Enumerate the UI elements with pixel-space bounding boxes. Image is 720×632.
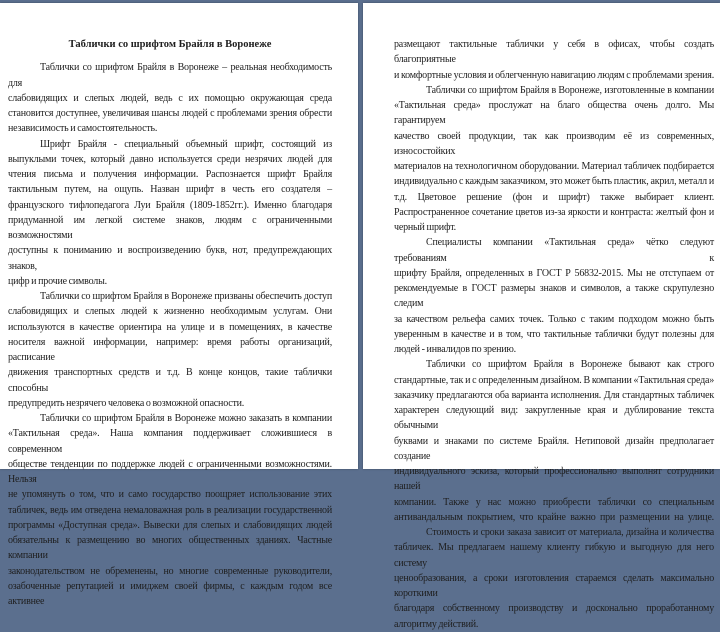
text-line: предупредить незрячего человека о возможной опасности.	[8, 397, 245, 409]
text-line: т.д. Цветовое решение (фон и шрифт) также выбирает клиент.	[394, 191, 714, 203]
text-line: обществе тенденции по поддержке людей с ограниченными возможностями. Нельзя	[8, 458, 332, 485]
text-line: характерен следующий вид: закругленные края и дублирование текста обычными	[394, 405, 714, 432]
text-line: благодаря собственному производству и досконально проработанному	[394, 603, 714, 615]
text-line: антивандальным покрытием, что крайне важно при размещении на улице.	[394, 511, 714, 523]
text-line: придуманной им легкой системе знаков, людям с ограниченными возможностями	[8, 214, 332, 241]
text-line: алгоритму действий.	[394, 618, 479, 630]
text-line: Таблички со шрифтом Брайля в Воронеже – реальная необходимость для	[8, 62, 332, 89]
text-line: и комфортные условия и облегченную навигацию людям с проблемами зрения.	[394, 69, 714, 81]
text-line: уверенным в качестве и в том, что тактильные таблички будут полезны для	[394, 328, 714, 340]
document-page-right	[363, 3, 720, 630]
text-line: заказчику предлагаются оба варианта исполнения. Для стандартных табличек	[394, 389, 714, 401]
text-line: Таблички со шрифтом Брайля в Воронеже бывают как строго	[426, 359, 714, 371]
text-line: черный шрифт.	[394, 222, 456, 233]
text-line: материалов на технологичном оборудовании. Материал табличек подбирается	[394, 161, 714, 172]
text-line: чтения письма и получения информации. Распознается шрифт Брайля	[8, 169, 332, 180]
text-line: законодательством не обременены, но многие современные руководители,	[8, 565, 332, 577]
text-line: цифр и прочие символы.	[8, 275, 107, 287]
text-line: выпуклыми точек, который давно используется среди незрячих людей для	[8, 153, 332, 165]
text-line: движения транспортных средств и т.д. В конце концов, такие таблички способны	[8, 367, 332, 394]
text-line: табличек, ведь им отведена немаловажная роль в реализации государственной	[8, 504, 332, 516]
text-line: французского тифлопедагога Луи Брайля (1809-1852гг.). Именно благодаря	[8, 199, 332, 211]
page-left-text	[8, 37, 332, 609]
text-line: табличек. Мы предлагаем нашему клиенту гибкую и выгодную для него систему	[394, 542, 714, 569]
text-line: индивидуального эскиза, который профессионально выполнят сотрудники нашей	[394, 466, 714, 493]
text-line: обязательны к размещению во многих общественных зданиях. Частные компании	[8, 535, 332, 562]
text-line: независимость и самостоятельность.	[8, 123, 158, 135]
text-line: слабовидящих и слепых людей, ведь с их помощью окружающая среда	[8, 92, 332, 104]
text-line: людей - инвалидов по зрению.	[394, 344, 516, 355]
text-line: Стоимость и сроки заказа зависит от материала, дизайна и количества	[426, 527, 714, 538]
text-line: ценообразования, а сроки изготовления стараемся сделать максимально короткими	[394, 572, 714, 599]
text-line: шрифту Брайля, определенных в ГОСТ Р 56832-2015. Мы не отступаем от	[394, 267, 714, 279]
text-line: не упомянуть о том, что и само государство поощряет использование этих	[8, 489, 332, 501]
text-line: «Тактильная среда» прослужат на благо общества очень долго. Мы гарантируем	[394, 100, 714, 127]
text-line: стандартные, так и с определенным дизайном. В компании «Тактильная среда»	[394, 374, 714, 386]
text-line: слабовидящих и слепых людей к жизненно необходимым услугам. Они	[8, 306, 332, 318]
text-line: качество своей продукции, так как производим её из современных, износостойких	[394, 130, 714, 157]
text-line: носителя важной информации, например: время работы организаций, расписание	[8, 336, 332, 363]
text-line: доступны к пониманию и воспроизведению букв, нот, предупреждающих знаков,	[8, 245, 332, 272]
text-line: тактильным путем, на ощупь. Назван шрифт в честь его создателя –	[8, 184, 332, 196]
text-line: Таблички со шрифтом Брайля в Воронеже, изготовленные в компании	[426, 84, 714, 96]
text-line: «Тактильная среда». Наша компания поддерживает сложившиеся в современном	[8, 428, 332, 455]
text-line: Таблички со шрифтом Брайля в Воронеже призваны обеспечить доступ	[40, 291, 332, 302]
text-line: становится доступнее, увеличивая шансы людей с проблемами зрения обрести	[8, 108, 332, 119]
text-line: программы «Доступная среда». Вывески для слепых и слабовидящих людей	[8, 519, 332, 531]
text-line: рекомендуемые в ГОСТ размеры знаков и символов, а также скрупулезно следим	[394, 283, 714, 310]
text-line: Таблички со шрифтом Брайля в Воронеже можно заказать в компании	[40, 413, 332, 424]
page-right-text	[394, 37, 714, 632]
right-page-body	[394, 37, 714, 632]
text-line: Распространенное сочетание цветов из-за яркости и контраста: желтый фон и	[394, 206, 714, 218]
text-line: индивидуально с каждым заказчиком, это может быть пластик, акрил, металл и	[394, 176, 714, 188]
text-line: за качеством рельефа самих точек. Только с таким подходом можно быть	[394, 313, 714, 325]
text-line: Шрифт Брайля - специальный объемный шрифт, состоящий из	[40, 138, 332, 150]
text-line: озабоченные репутацией и имиджем своей фирмы, с каждым годом все активнее	[8, 580, 332, 607]
document-page-left	[0, 3, 358, 607]
left-page-body	[8, 60, 332, 609]
text-line: Специалисты компании «Тактильная среда» чётко следуют требованиям к	[394, 237, 714, 264]
text-line: размещают тактильные таблички у себя в офисах, чтобы создать благоприятные	[394, 39, 714, 66]
document-title: Таблички со шрифтом Брайля в Воронеже	[68, 39, 272, 50]
text-line: используются в качестве ориентира на улице и в помещениях, в качестве	[8, 321, 332, 333]
text-line: буквами и знаками по системе Брайля. Нетиповой дизайн предполагает создание	[394, 435, 714, 462]
text-line: компании. Также у нас можно приобрести таблички со специальным	[394, 496, 714, 508]
